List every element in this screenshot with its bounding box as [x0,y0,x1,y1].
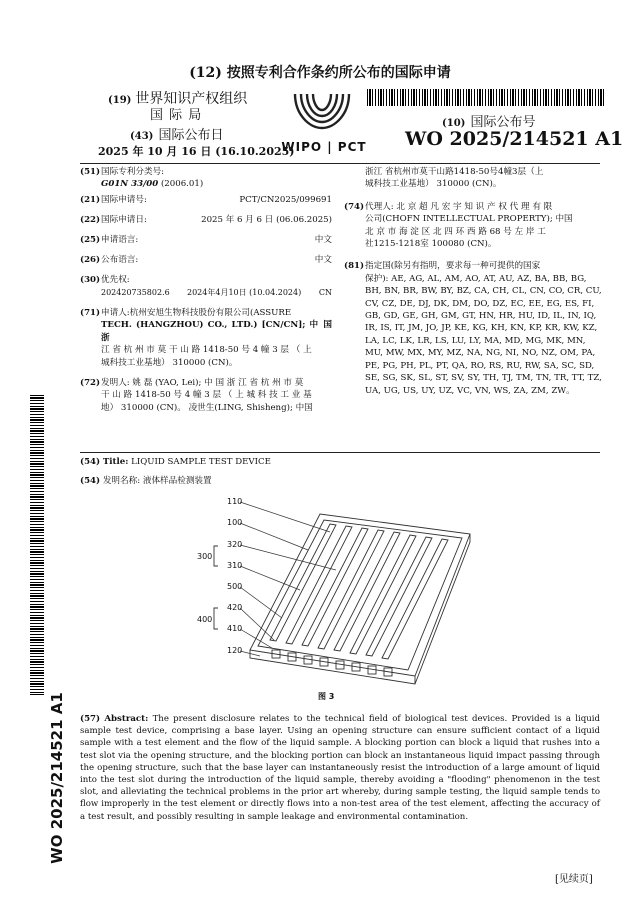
field-22-row [80,214,332,234]
bracket-300 [214,546,218,566]
field-81-code: (81) [344,261,365,272]
applicant-line-1: 申请人:杭州安旭生物科技股份有限公司(ASSURE [101,308,292,318]
title-rule [80,452,600,453]
field-26-row [80,254,332,274]
field-30-row [80,274,332,287]
priority-number: 202420735802.6 [101,288,170,297]
applicant-line-2: TECH. (HANGZHOU) CO., LTD.) [CN/CN]; 中 国 浙 [101,320,332,343]
inventor-line-1: 发明人: 姚 磊 (YAO, Lei); 中 国 浙 江 省 杭 州 市 莫 [101,378,304,389]
field-51-row [80,166,332,178]
agent-line-1: 代理人: 北 京 超 凡 宏 宇 知 识 产 权 代 理 有 限 [365,201,553,212]
designated-line-5: GB, GD, GE, GH, GM, GT, HN, HR, HU, ID, IL, IN, IQ, [365,311,597,322]
inventor-cont-line-2: 城科技工业基地） 310000 (CN)。 [365,179,502,190]
field-26-code: (26) [80,255,101,265]
field-25-label: 申请语言: [101,235,139,245]
field-25-value: 中文 [314,235,332,245]
drawing-caption: 图 3 [318,692,335,701]
field-22-value: 2025 年 6 月 6 日 (06.06.2025) [201,215,332,225]
designated-line-11: UA, UG, US, UY, UZ, VC, VN, WS, ZA, ZM, ZW。 [365,385,575,396]
pub-date: 2025 年 10 月 16 日 (16.10.2025) [98,145,295,158]
title-cn-row [80,475,212,487]
title-en-label: Title: [102,457,129,467]
drawing-label-310: 310 [227,561,243,570]
applicant-line-3: 江 省 杭 州 市 莫 干 山 路 1418-50 号 4 幢 3 层 （ 上 [101,345,312,356]
drawing-label-320: 320 [227,540,243,549]
drawing-base-plate [250,514,470,676]
side-publication-number: WO 2025/214521 A1 [48,692,66,864]
designated-line-9: PE, PG, PH, PL, PT, QA, RO, RS, RU, RW, SA, SC, SD, [365,360,595,371]
barcode-side-icon [30,395,44,695]
field-81-block [344,260,602,396]
field-72-block [80,377,332,414]
title-en-value: LIQUID SAMPLE TEST DEVICE [131,457,271,467]
drawing-label-420: 420 [227,603,243,612]
field-22-label: 国际申请日: [101,215,147,225]
inventor-line-3: 地） 310000 (CN)。 凌世生(LING, Shisheng); 中国 [101,402,313,413]
pub-no-code: (10) [442,118,466,129]
field-51-value-extra: (2006.01) [160,179,204,189]
title-en-row [80,456,271,468]
applicant-line-4: 城科技工业基地） 310000 (CN)。 [101,357,238,368]
designated-line-4: CV, CZ, DE, DJ, DK, DM, DO, DZ, EC, EE, EG, ES, FI, [365,298,595,309]
field-51-value-row [80,178,332,194]
priority-date: 2024年4月10日 (10.04.2024) [187,288,302,297]
title-code-cn: (54) [80,476,101,486]
priority-country: CN [318,288,332,297]
org-name: 世界知识产权组织 [135,91,248,107]
inventor-continued [344,166,602,191]
drawing-label-410: 410 [227,624,243,633]
inventor-cont-line-1: 浙江 省杭州市莫干山路1418-50号4幢3层（上 [365,167,544,177]
drawing-group-400: 400 [197,615,213,624]
designated-line-7: LA, LC, LK, LR, LS, LU, LY, MA, MD, MG, MK, MN, [365,335,586,346]
header-rule [80,163,600,164]
abstract-code: (57) [80,714,101,724]
drawing-slots [270,524,448,659]
drawing-label-100: 100 [227,518,243,527]
field-71-block [80,307,332,369]
field-30-code: (30) [80,275,101,285]
right-column [344,166,602,397]
drawing-label-120: 120 [227,646,243,655]
pub-date-code: (43) [130,131,154,142]
field-26-label: 公布语言: [101,255,139,265]
abstract-label: Abstract: [104,714,149,724]
designated-line-6: IR, IS, IT, JM, JO, JP, KE, KG, KH, KN, KP, KR, KW, KZ, [365,323,598,334]
field-51-code: (51) [80,167,101,177]
pub-no-label: 国际公布号 [470,115,536,130]
pub-no: WO 2025/214521 A1 [405,128,624,150]
agent-line-3: 北 京 市 海 淀 区 北 四 环 西 路 68 号 左 岸 工 [365,226,546,237]
field-74-code: (74) [344,201,365,212]
field-51-value: G01N 33/00 [101,179,159,189]
field-21-label: 国际申请号: [101,195,147,205]
field-21-row [80,194,332,214]
field-21-value: PCT/CN2025/099691 [239,195,332,205]
field-51-label: 国际专利分类号: [101,167,165,177]
abstract-text: The present disclosure relates to the technical field of biological test devices. Provided is a liquid sample test device, comprising a base layer. Using an opening structure can ensure sufficient contact of a liquid sample with a test element and the flow of the liquid sample. A blocking portion can block a liquid that rushes into a test slot via the opening structure, and the blocking portion can block an instantaneous liquid impact passing through the opening structure, such that the base layer can instantaneously resist the introduction of a large amount of liquid into the test slot during the introduction of the liquid sample, thereby avoiding a "flooding" phenomenon in the test slot, and alleviating the technical problems in the prior art whereby, during sample testing, the liquid sample tends to flow improperly in the test element or directly flows into a non-test area of the test element, affecting the accuracy of a test result, and possibly resulting in sample leakage and environmental contamination. [80,714,600,822]
org-sub: 国 际 局 [150,108,203,123]
inventor-line-2: 干 山 路 1418-50 号 4 幢 3 层 （ 上 城 科 技 工 业 基 [101,390,312,401]
see-continued: [见续页] [555,874,593,885]
pub-date-label: 国际公布日 [158,128,224,143]
left-column [80,166,332,414]
pub-date-block [130,124,224,143]
field-25-row [80,234,332,254]
bracket-400 [214,608,218,629]
field-22-code: (22) [80,215,101,225]
title-code-en: (54) [80,457,101,467]
drawing-group-300: 300 [197,552,213,561]
designated-line-8: MU, MW, MX, MY, MZ, NA, NG, NI, NO, NZ, OM, PA, [365,348,596,359]
drawing-label-110: 110 [227,497,243,506]
field-74-block [344,201,602,251]
title-cn-label: 发明名称: [102,476,141,486]
abstract-block [80,713,600,823]
designated-line-1: 指定国(除另有指明，要求每一种可提供的国家 [365,261,541,272]
field-21-code: (21) [80,195,101,205]
priority-row [80,287,332,307]
designated-line-2: 保护): AE, AG, AL, AM, AO, AT, AU, AZ, BA, BB, BG, [365,273,587,284]
field-72-code: (72) [80,378,101,389]
org-code: (19) [108,95,132,106]
designated-line-3: BH, BN, BR, BW, BY, BZ, CA, CH, CL, CN, CO, CR, CU, [365,286,602,297]
field-25-code: (25) [80,235,101,245]
field-30-label: 优先权: [101,275,130,285]
doc-type-heading: (12) 按照专利合作条约所公布的国际申请 [189,65,451,81]
field-26-value: 中文 [314,255,332,265]
designated-line-10: SE, SG, SK, SL, ST, SV, SY, TH, TJ, TM, TN, TR, TT, TZ, [365,373,602,384]
wipo-logo-text: WIPO | PCT [281,140,367,154]
agent-line-2: 公司(CHOFN INTELLECTUAL PROPERTY); 中国 [365,214,573,225]
field-71-code: (71) [80,308,101,318]
agent-line-4: 社1215-1218室 100080 (CN)。 [365,239,497,250]
barcode-top-icon [367,89,605,106]
drawing-label-500: 500 [227,582,243,591]
title-cn-value: 液体样品检测装置 [142,476,212,486]
